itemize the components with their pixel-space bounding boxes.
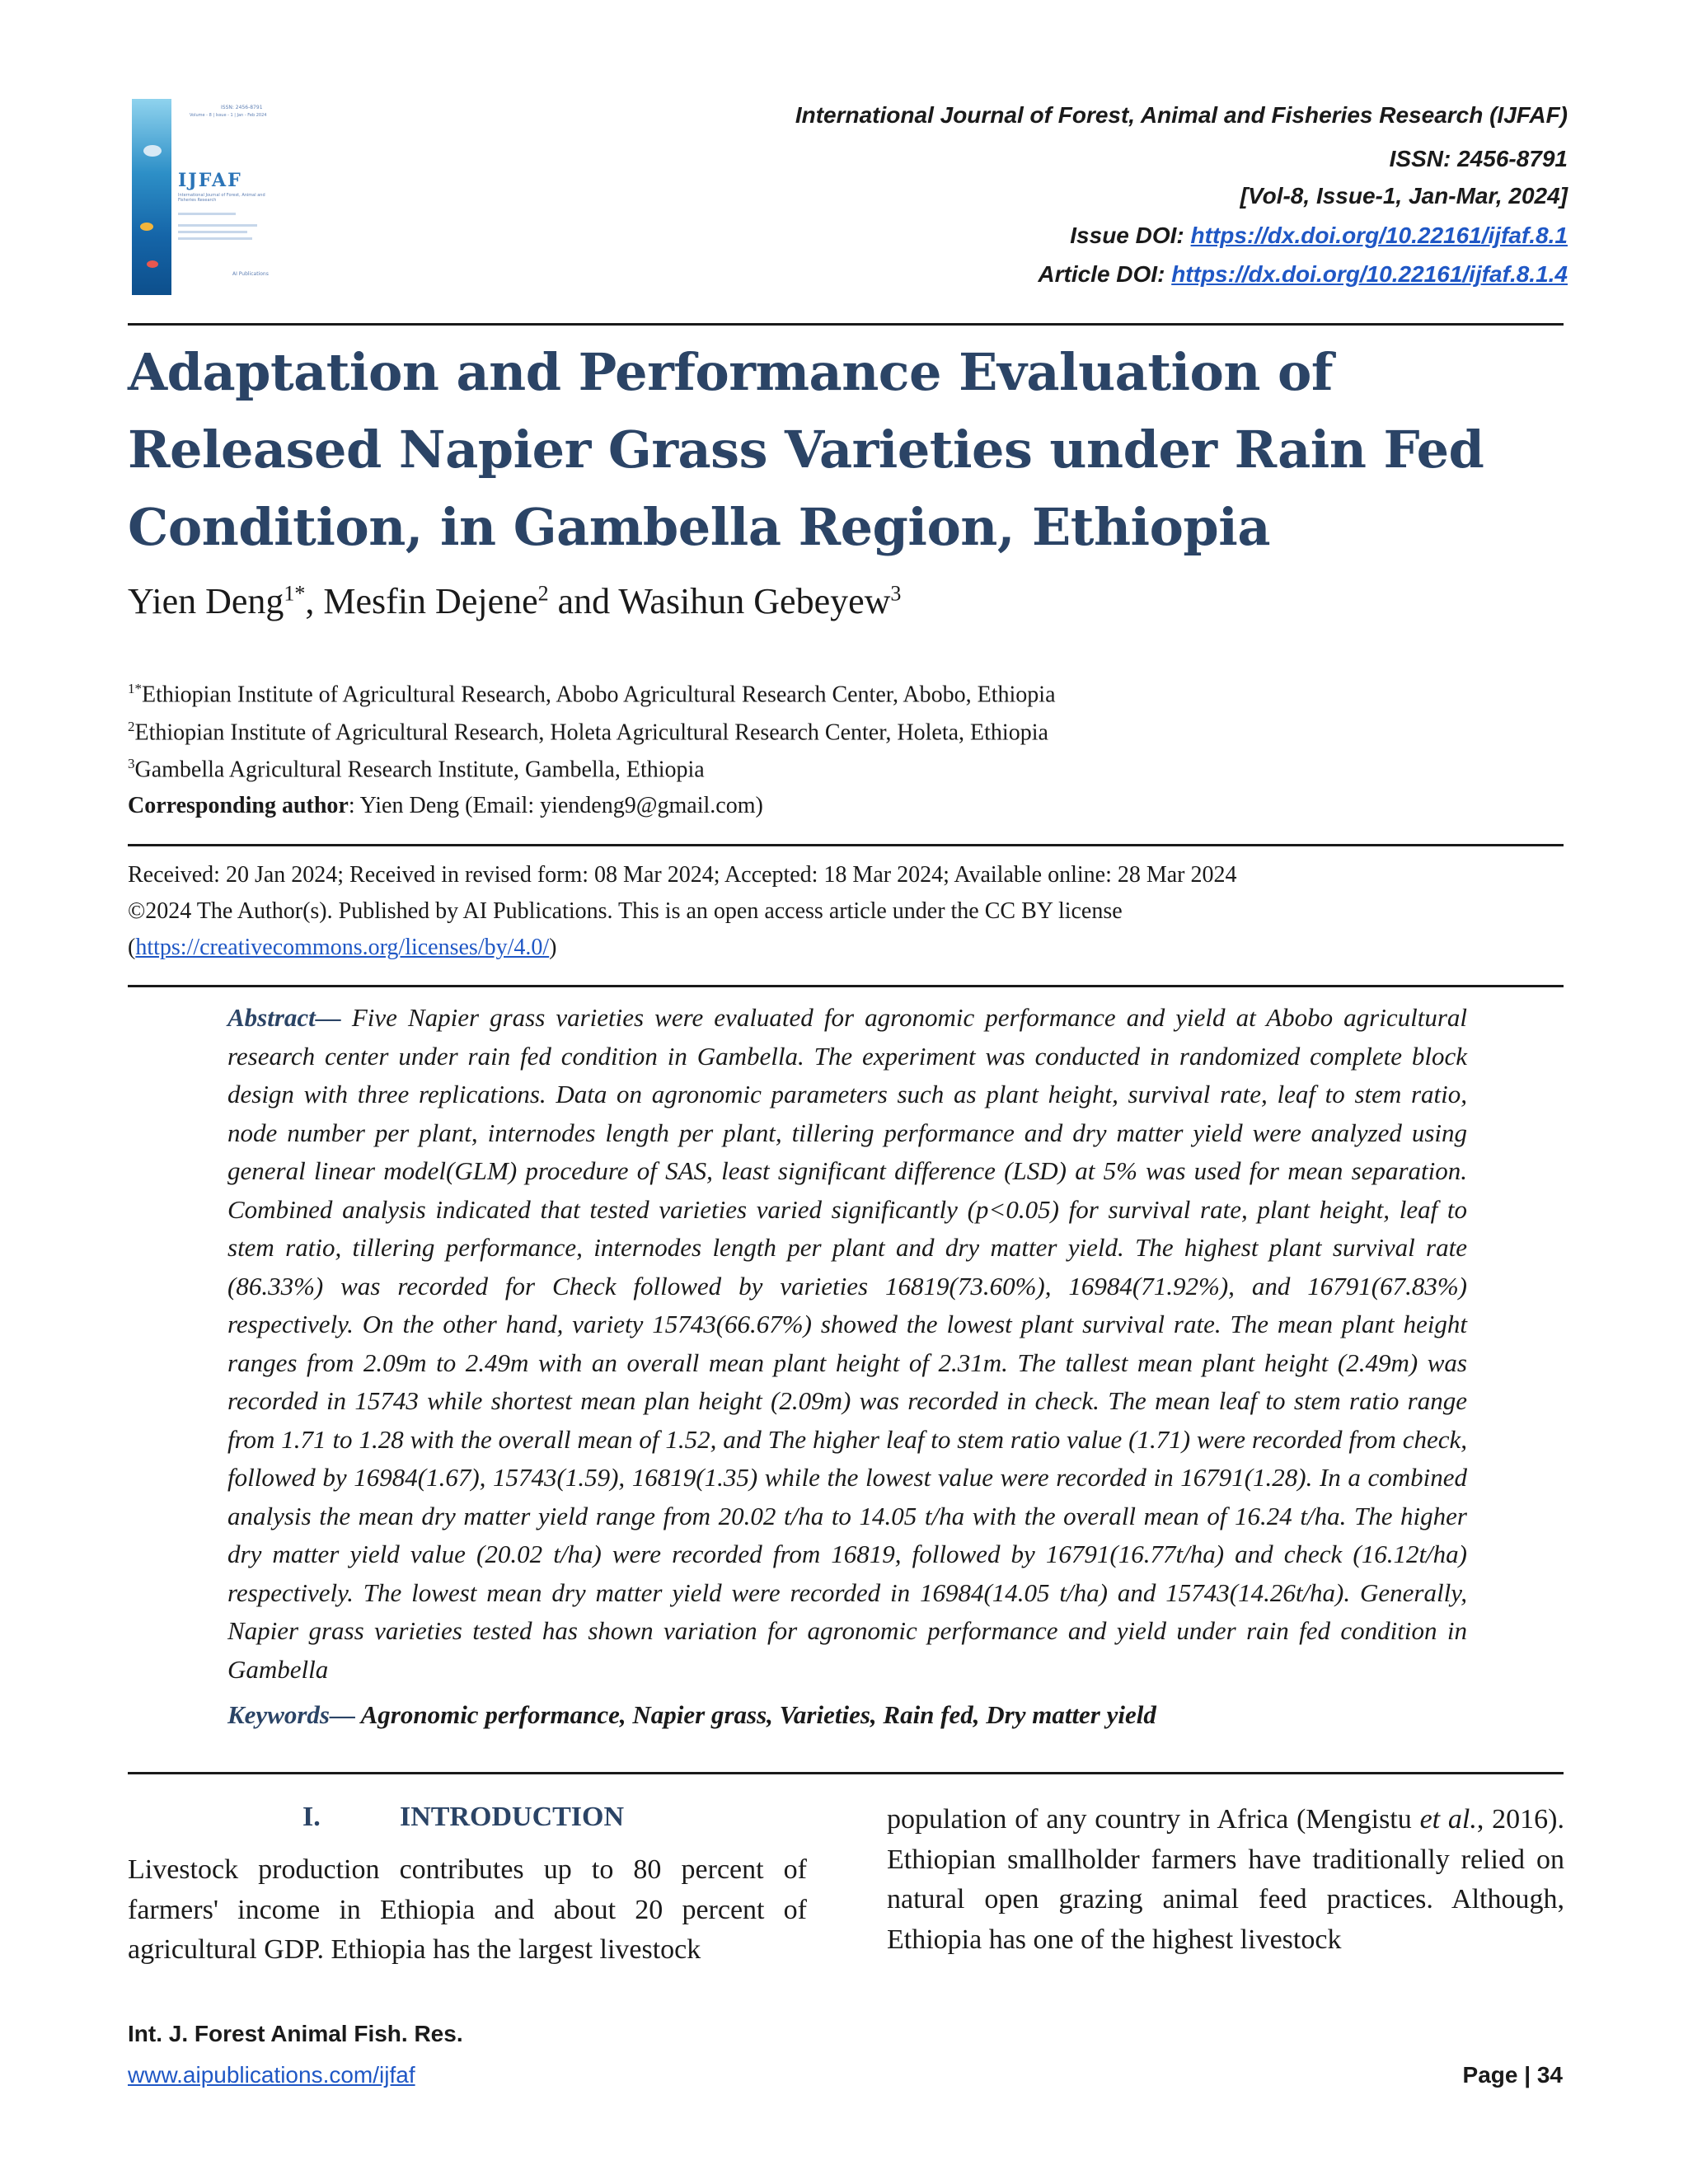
article-doi-label: Article DOI: — [1038, 261, 1172, 287]
affiliation-3 — [128, 756, 705, 783]
author-name: Mesfin Dejene — [323, 581, 538, 621]
fish-graphic — [143, 145, 162, 157]
license-statement: ©2024 The Author(s). Published by AI Publications. This is an open access article under the CC BY license — [128, 898, 1123, 924]
section-heading — [302, 1802, 624, 1833]
body-text: , 2016). Ethiopian smallholder farmers have traditionally relied on natural open grazing animal feed practices. Although, Ethiopia has one of the highest livestock — [887, 1804, 1564, 1955]
corresponding-author-text: : Yien Deng (Email: yiendeng9@gmail.com) — [348, 793, 763, 818]
issue-doi-label: Issue DOI: — [1070, 223, 1191, 248]
cover-brand: IJFAF — [178, 170, 242, 191]
affiliation-text: Gambella Agricultural Research Institute, Gambella, Ethiopia — [134, 757, 705, 783]
article-dates: Received: 20 Jan 2024; Received in revised form: 08 Mar 2024; Accepted: 18 Mar 2024; Available online: 28 Mar 2024 — [128, 862, 1237, 888]
author-name: Wasihun Gebeyew — [618, 581, 891, 621]
author-affiliation-mark: 1* — [284, 581, 306, 606]
affiliation-mark: 3 — [128, 756, 135, 771]
section-title: INTRODUCTION — [400, 1802, 625, 1832]
cover-text-line — [178, 231, 247, 233]
author-affiliation-mark: 2 — [537, 581, 549, 606]
journal-volume: [Vol-8, Issue-1, Jan-Mar, 2024] — [1240, 183, 1568, 209]
license-paren: ( — [128, 935, 136, 960]
page-number: Page | 34 — [1462, 2062, 1563, 2088]
section-number: I. — [302, 1802, 321, 1832]
keywords-label: Keywords— — [227, 1700, 355, 1729]
corresponding-author — [128, 793, 763, 819]
affiliation-text: Ethiopian Institute of Agricultural Research, Abobo Agricultural Research Center, Abobo, Ethiopia — [142, 682, 1056, 708]
fish-graphic — [147, 260, 158, 268]
license-divider — [128, 985, 1564, 987]
affiliation-1 — [128, 681, 1056, 708]
issue-doi-link[interactable]: https://dx.doi.org/10.22161/ijfaf.8.1 — [1190, 223, 1568, 248]
cover-publisher: AI Publications — [232, 271, 269, 277]
journal-cover-panel — [171, 99, 272, 295]
author-separator: and — [548, 581, 619, 621]
cover-text-line — [178, 213, 236, 215]
author-separator: , — [305, 581, 324, 621]
article-title: Adaptation and Performance Evaluation of Released Napier Grass Varieties under Rain Fed Condition, in Gambella Region, Ethiopia — [128, 342, 1484, 557]
affiliation-divider — [128, 844, 1564, 846]
journal-name: International Journal of Forest, Animal and Fisheries Research (IJFAF) — [795, 102, 1568, 128]
body-column-right — [887, 1800, 1564, 1960]
footer-journal: Int. J. Forest Animal Fish. Res. — [128, 2021, 463, 2046]
author-affiliation-mark: 3 — [890, 581, 902, 606]
affiliation-mark: 1* — [128, 681, 142, 696]
journal-cover-image — [132, 99, 171, 295]
corresponding-author-label: Corresponding author — [128, 793, 349, 818]
header-divider — [128, 323, 1564, 326]
issue-doi — [1070, 223, 1568, 249]
affiliation-mark: 2 — [128, 719, 135, 734]
author-list — [128, 580, 901, 622]
cover-volume: Volume - 8 | Issue - 1 | Jan - Feb 2024 — [190, 113, 267, 118]
body-column-left: Livestock production contributes up to 80 percent of farmers' income in Ethiopia and about 20 percent of agricultural GDP. Ethiopia has the largest livestock — [128, 1854, 807, 1965]
author-name: Yien Deng — [128, 581, 284, 621]
abstract-divider — [128, 1772, 1564, 1774]
journal-issn: ISSN: 2456-8791 — [1389, 146, 1568, 171]
keywords-text: Agronomic performance, Napier grass, Varieties, Rain fed, Dry matter yield — [355, 1700, 1156, 1729]
affiliation-text: Ethiopian Institute of Agricultural Research, Holeta Agricultural Research Center, Holeta, Ethiopia — [134, 719, 1048, 746]
abstract — [227, 999, 1467, 1689]
cover-issn: ISSN: 2456-8791 — [221, 105, 263, 110]
license-link-line — [128, 935, 557, 961]
license-link[interactable]: https://creativecommons.org/licenses/by/4.0/ — [135, 935, 550, 960]
fish-graphic — [140, 223, 153, 231]
body-text: population of any country in Africa (Mengistu — [887, 1804, 1420, 1835]
cover-text-line — [178, 237, 252, 240]
cover-text-line — [178, 224, 257, 227]
abstract-label: Abstract— — [227, 1003, 341, 1032]
article-doi-link[interactable]: https://dx.doi.org/10.22161/ijfaf.8.1.4 — [1171, 261, 1568, 287]
affiliation-2 — [128, 719, 1048, 746]
citation-etal: et al. — [1419, 1804, 1477, 1835]
footer-website-link[interactable]: www.aipublications.com/ijfaf — [128, 2062, 415, 2088]
keywords — [227, 1700, 1156, 1730]
article-doi — [1038, 261, 1568, 288]
abstract-text: Five Napier grass varieties were evaluated for agronomic performance and yield at Abobo agricultural research center under rain fed condition in Gambella. The experiment was conducted in randomized complete block design with three replications. Data on agronomic parameters such as plant height, survival rate, leaf to stem ratio, node number per plant, internodes length per plant, tillering performance and dry matter yield were analyzed using general linear model(GLM) procedure of SAS, least significant difference (LSD) at 5% was used for mean separation. Combined analysis indicated that tested varieties varied significantly (p<0.05) for survival rate, plant height, leaf to stem ratio, tillering performance, internodes length per plant and dry matter yield. The highest plant survival rate (86.33%) was recorded for Check followed by varieties 16819(73.60%), 16984(71.92%), and 16791(67.83%) respectively. On the other hand, variety 15743(66.67%) showed the lowest plant survival rate. The mean plant height ranges from 2.09m to 2.49m with an overall mean plant height of 2.31m. The tallest mean plant height (2.49m) was recorded in 15743 while shortest mean plan height (2.09m) was recorded in check. The mean leaf to stem ratio range from 1.71 to 1.28 with the overall mean of 1.52, and The higher leaf to stem ratio value (1.71) were recorded from check, followed by 16984(1.67), 15743(1.59), 16819(1.35) while the lowest value were recorded in 16791(1.28). In a combined analysis the mean dry matter yield range from 20.02 t/ha to 14.05 t/ha with the overall mean of 16.24 t/ha. The higher dry matter yield value (20.02 t/ha) were recorded from 16819, followed by 16791(16.77t/ha) and check (16.12t/ha) respectively. The lowest mean dry matter yield were recorded in 16984(14.05 t/ha) and 15743(14.26t/ha). Generally, Napier grass varieties tested has shown variation for agronomic performance and yield under rain fed condition in Gambella — [227, 1003, 1467, 1684]
license-paren: ) — [549, 935, 557, 960]
cover-subtitle: International Journal of Forest, Animal and Fisheries Research — [178, 193, 265, 203]
